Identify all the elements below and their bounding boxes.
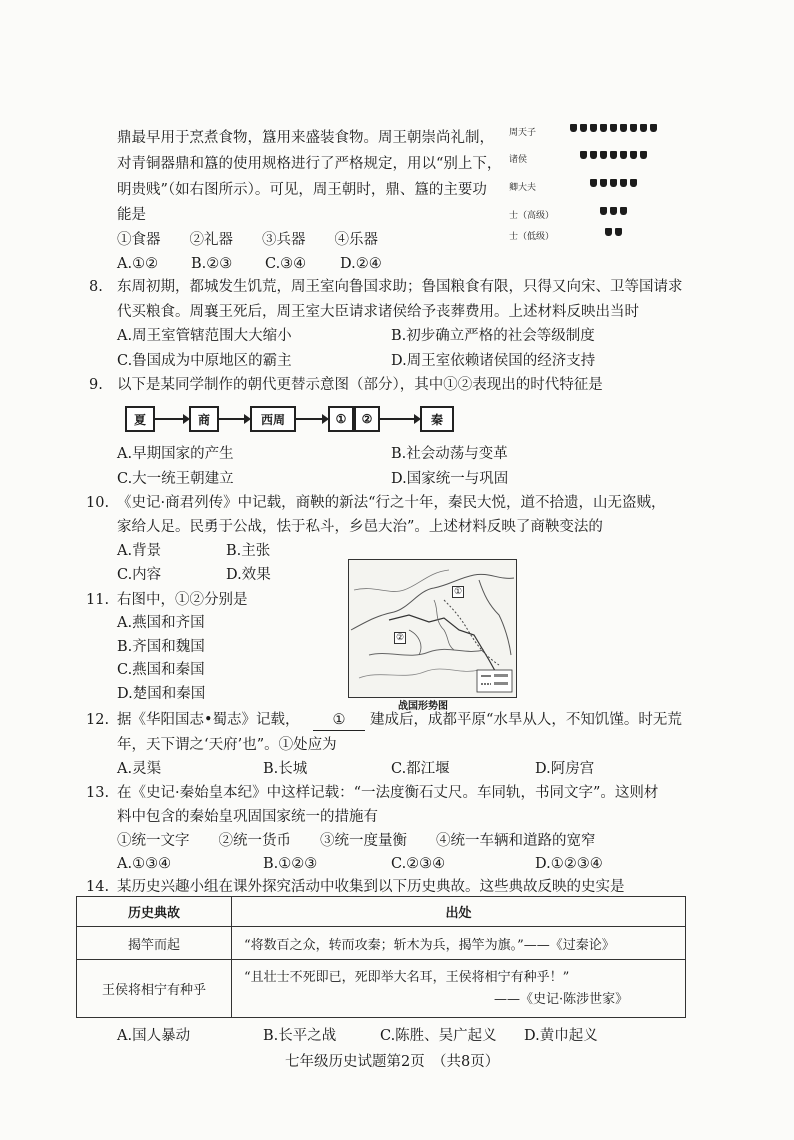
q10-option-a[interactable]: A.背景 [117,543,162,559]
allusion-table [76,896,686,1018]
table-cell-source [232,960,686,1018]
q12-option-d[interactable]: D.阿房宫 [535,761,595,777]
q11-option-b[interactable]: B.齐国和魏国 [117,639,205,655]
timeline-blank-2: ② [354,406,380,432]
table-header-source: 出处 [232,897,686,927]
q8-line2: 代买粮食。周襄王死后，周王室大臣请求诸侯给予丧葬费用。上述材料反映出当时 [117,304,639,320]
figure-label-qingdafu: 卿大夫 [509,183,537,193]
q13-option-d[interactable]: D.①②③④ [535,856,603,872]
q12-blank: ① [313,710,365,731]
source-citation: ——《史记·陈涉世家》 [494,991,629,1007]
table-row [77,927,686,960]
q7-items: ①食器 ②礼器 ③兵器 ④乐器 [117,232,378,248]
vessel-icon [650,124,657,132]
q9-option-d[interactable]: D.国家统一与巩固 [391,471,509,487]
vessel-icon [570,124,577,132]
q13-line2: 料中包含的秦始皇巩固国家统一的措施有 [117,809,378,825]
table-cell-allusion: 王侯将相宁有种乎 [77,960,232,1018]
q12-line1-b: 建成后，成都平原“水旱从人，不知饥馑。时无荒 [370,712,682,728]
q8-option-b[interactable]: B.初步确立严格的社会等级制度 [391,328,595,344]
q8-number: 8. [89,279,103,295]
q13-items: ①统一文字 ②统一货币 ③统一度量衡 ④统一车辆和道路的宽窄 [117,833,596,849]
q10-line2: 家给人足。民勇于公战，怯于私斗，乡邑大治”。上述材料反映了商鞅变法的 [117,519,603,535]
vessel-icon [630,124,637,132]
q13-number: 13. [86,785,110,801]
q7-line1: 鼎最早用于烹煮食物，簋用来盛装食物。周王朝崇尚礼制， [117,130,494,146]
timeline-qin: 秦 [420,406,454,432]
q10-number: 10. [86,495,110,511]
vessel-icon [600,179,607,187]
source-quote: “且壮士不死即已，死即举大名耳，王侯将相宁有种乎！” [244,969,570,985]
q10-option-b[interactable]: B.主张 [226,543,271,559]
timeline-xizhou: 西周 [250,406,296,432]
timeline-blank-1: ① [328,406,354,432]
vessel-icon [630,179,637,187]
q10-line1: 《史记·商君列传》中记载，商鞅的新法“行之十年，秦民大悦，道不拾遗，山无盗贼， [117,495,666,511]
q9-number: 9. [89,377,103,393]
table-cell-allusion: 揭竿而起 [77,927,232,960]
q13-option-c[interactable]: C.②③④ [391,856,446,872]
map-mark-1: ① [454,587,463,597]
q7-option-c[interactable]: C.③④ [265,256,307,272]
figure-label-shi-high: 士（高级） [509,211,555,221]
q12-option-a[interactable]: A.灵渠 [117,761,162,777]
q13-option-a[interactable]: A.①③④ [117,856,172,872]
vessel-hierarchy-figure [505,118,695,248]
q10-option-c[interactable]: C.内容 [117,567,162,583]
table-cell-source: “将数百之众，转而攻秦；斩木为兵，揭竿为旗。”——《过秦论》 [232,927,686,960]
figure-label-zhuhou: 诸侯 [509,155,528,165]
q11-option-c[interactable]: C.燕国和秦国 [117,662,205,678]
timeline-xia: 夏 [125,406,155,432]
q12-line1-a: 据《华阳国志•蜀志》记载， [117,712,300,728]
vessel-icon [590,179,597,187]
vessel-icon [640,124,647,132]
page-footer: 七年级历史试题第2页 （共8页） [285,1054,500,1070]
warring-states-map [348,559,517,698]
q14-option-c[interactable]: C.陈胜、吴广起义 [380,1028,497,1044]
q14-option-b[interactable]: B.长平之战 [263,1028,337,1044]
q14-stem: 某历史兴趣小组在课外探究活动中收集到以下历史典故。这些典故反映的史实是 [117,879,625,895]
vessel-icon [610,151,617,159]
vessel-icon [620,207,627,215]
q8-option-c[interactable]: C.鲁国成为中原地区的霸主 [117,353,292,369]
vessel-icon [640,151,647,159]
q13-line1: 在《史记·秦始皇本纪》中这样记载：“一法度衡石丈尺。车同轨，书同文字”。这则材 [117,785,659,801]
q11-number: 11. [86,592,110,608]
vessel-icon [605,228,612,236]
q12-line2: 年，天下谓之‘天府’也”。①处应为 [117,737,337,753]
q14-number: 14. [86,879,110,895]
timeline-arrow [380,418,419,420]
timeline-arrow [296,418,327,420]
q12-option-c[interactable]: C.都江堰 [391,761,450,777]
vessel-icon [620,124,627,132]
q7-option-a[interactable]: A.①② [117,256,159,272]
q7-line3: 明贵贱”（如右图所示）。可见，周王朝时，鼎、簋的主要功 [117,182,487,198]
vessel-icon [590,124,597,132]
table-header-row [77,897,686,927]
vessel-icon [620,151,627,159]
vessel-icon [615,228,622,236]
q11-stem: 右图中，①②分别是 [117,592,248,608]
timeline-arrow [155,418,188,420]
figure-label-shi-low: 士（低级） [509,232,555,242]
q14-option-a[interactable]: A.国人暴动 [117,1028,191,1044]
vessel-icon [600,151,607,159]
q12-option-b[interactable]: B.长城 [263,761,308,777]
vessel-icon [600,207,607,215]
vessel-icon [590,151,597,159]
map-caption: 战国形势图 [398,701,448,712]
q13-option-b[interactable]: B.①②③ [263,856,318,872]
table-header-allusion: 历史典故 [77,897,232,927]
vessel-icon [620,179,627,187]
q7-line4: 能是 [117,207,146,223]
q7-line2: 对青铜器鼎和簋的使用规格进行了严格规定，用以“别上下， [117,156,502,172]
q9-option-b[interactable]: B.社会动荡与变革 [391,446,508,462]
q11-option-a[interactable]: A.燕国和齐国 [117,615,205,631]
q8-line1: 东周初期，都城发生饥荒，周王室向鲁国求助；鲁国粮食有限，只得又向宋、卫等国请求 [117,279,683,295]
timeline-shang: 商 [189,406,219,432]
map-mark-2: ② [396,633,405,643]
q9-option-c[interactable]: C.大一统王朝建立 [117,471,234,487]
q8-option-a[interactable]: A.周王室管辖范围大大缩小 [117,328,292,344]
q8-option-d[interactable]: D.周王室依赖诸侯国的经济支持 [391,353,596,369]
q9-option-a[interactable]: A.早期国家的产生 [117,446,234,462]
q7-option-d[interactable]: D.②④ [340,256,382,272]
vessel-icon [610,207,617,215]
vessel-icon [610,124,617,132]
q7-option-b[interactable]: B.②③ [191,256,233,272]
q9-stem: 以下是某同学制作的朝代更替示意图（部分），其中①②表现出的时代特征是 [117,377,603,393]
q14-option-d[interactable]: D.黄巾起义 [524,1028,598,1044]
vessel-icon [600,124,607,132]
q10-option-d[interactable]: D.效果 [226,567,271,583]
map-drawing [349,560,516,697]
timeline-arrow [219,418,249,420]
table-row [77,960,686,1018]
vessel-icon [630,151,637,159]
vessel-icon [610,179,617,187]
vessel-icon [580,124,587,132]
q12-number: 12. [86,712,110,728]
vessel-icon [580,151,587,159]
q11-option-d[interactable]: D.楚国和秦国 [117,686,206,702]
figure-label-tianzi: 周天子 [509,128,537,138]
